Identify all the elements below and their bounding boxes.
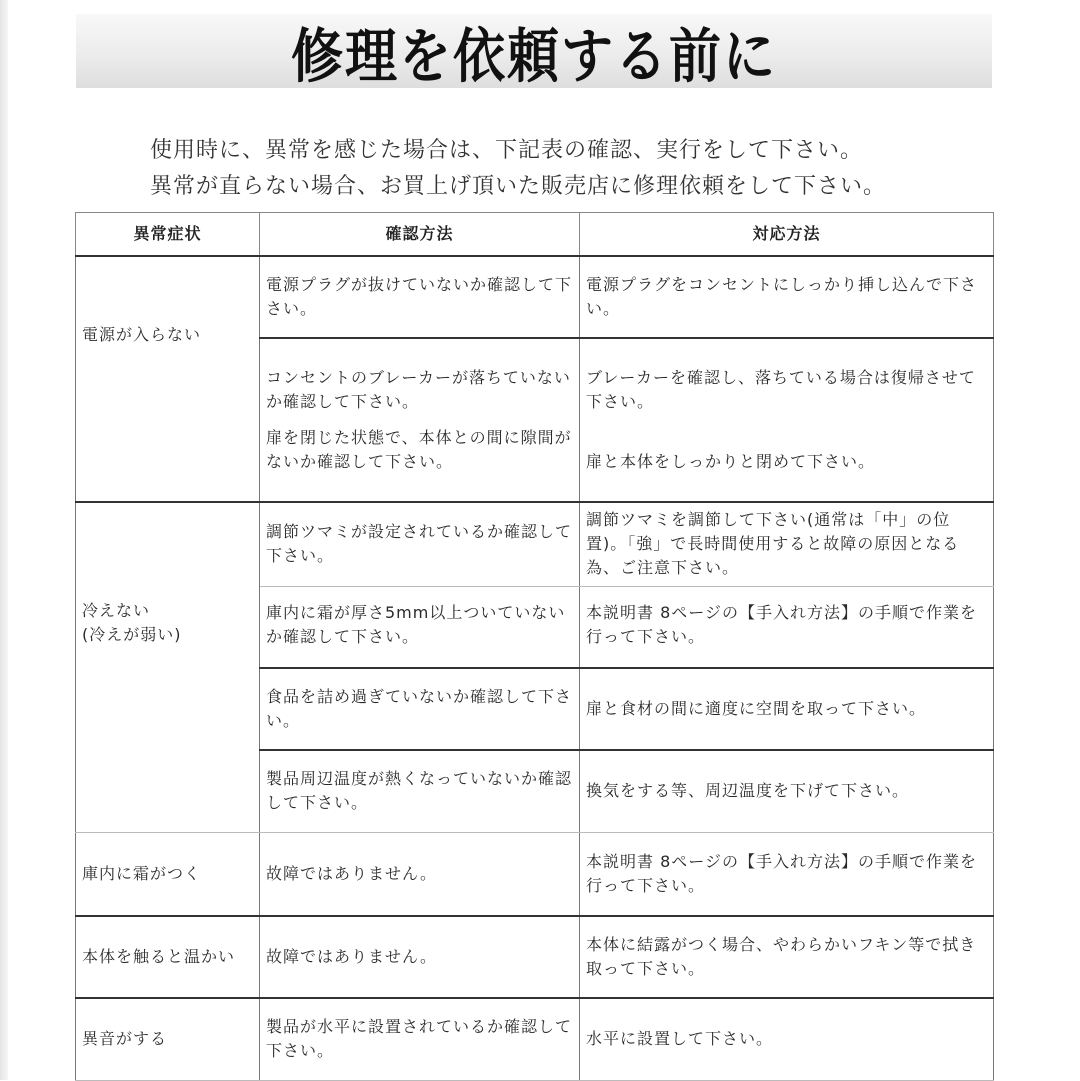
table-row xyxy=(76,502,994,586)
table-row xyxy=(76,998,994,1080)
action-text: 扉と本体をしっかりと閉めて下さい。 xyxy=(586,452,876,471)
page-title: 修理を依頼する前に xyxy=(290,23,777,91)
check-cell: 庫内に霜が厚さ5mm以上ついていないか確認して下さい。 xyxy=(260,586,580,668)
title-banner xyxy=(76,14,992,91)
intro-line-2: 異常が直らない場合、お買上げ頂いた販売店に修理依頼をして下さい。 xyxy=(150,174,887,199)
intro-text xyxy=(150,133,1010,205)
table-row xyxy=(76,256,994,338)
action-cell: 電源プラグをコンセントにしっかり挿し込んで下さい。 xyxy=(580,256,994,338)
symptom-line: (冷えが弱い) xyxy=(82,625,182,644)
action-cell xyxy=(580,338,994,502)
check-cell: 電源プラグが抜けていないか確認して下さい。 xyxy=(260,256,580,338)
spacer xyxy=(586,414,987,450)
action-cell: 本説明書 8ページの【手入れ方法】の手順で作業を行って下さい。 xyxy=(580,832,994,916)
symptom-cell: 異音がする xyxy=(76,998,260,1080)
header-symptom: 異常症状 xyxy=(76,213,260,257)
check-cell: 製品周辺温度が熱くなっていないか確認して下さい。 xyxy=(260,750,580,832)
table-row xyxy=(76,916,994,998)
table-row xyxy=(76,832,994,916)
check-cell: 故障ではありません。 xyxy=(260,916,580,998)
header-action-method: 対応方法 xyxy=(580,213,994,257)
symptom-cell: 電源が入らない xyxy=(76,256,260,502)
action-cell: 換気をする等、周辺温度を下げて下さい。 xyxy=(580,750,994,832)
page-left-edge xyxy=(0,0,8,1080)
action-cell: 本体に結露がつく場合、やわらかいフキン等で拭き取って下さい。 xyxy=(580,916,994,998)
symptom-line: 冷えない xyxy=(82,601,151,620)
action-cell: 扉と食材の間に適度に空間を取って下さい。 xyxy=(580,668,994,750)
check-cell: 故障ではありません。 xyxy=(260,832,580,916)
action-text: ブレーカーを確認し、落ちている場合は復帰させて下さい。 xyxy=(586,368,976,411)
check-text: コンセントのブレーカーが落ちていないか確認して下さい。 xyxy=(266,368,571,411)
symptom-cell: 庫内に霜がつく xyxy=(76,832,260,916)
check-cell: 食品を詰め過ぎていないか確認して下さい。 xyxy=(260,668,580,750)
intro-line-1: 使用時に、異常を感じた場合は、下記表の確認、実行をして下さい。 xyxy=(150,138,864,163)
troubleshooting-table xyxy=(75,212,994,1081)
action-cell: 本説明書 8ページの【手入れ方法】の手順で作業を行って下さい。 xyxy=(580,586,994,668)
symptom-cell: 本体を触ると温かい xyxy=(76,916,260,998)
table-header-row xyxy=(76,213,994,257)
check-text: 扉を閉じた状態で、本体との間に隙間がないか確認して下さい。 xyxy=(266,428,572,471)
check-cell: 調節ツマミが設定されているか確認して下さい。 xyxy=(260,502,580,586)
header-check-method: 確認方法 xyxy=(260,213,580,257)
action-cell: 水平に設置して下さい。 xyxy=(580,998,994,1080)
check-cell: 製品が水平に設置されているか確認して下さい。 xyxy=(260,998,580,1080)
check-cell xyxy=(260,338,580,502)
symptom-cell xyxy=(76,502,260,832)
action-cell: 調節ツマミを調節して下さい(通常は「中」の位置)。「強」で長時間使用すると故障の原因となる為、ご注意下さい。 xyxy=(580,502,994,586)
